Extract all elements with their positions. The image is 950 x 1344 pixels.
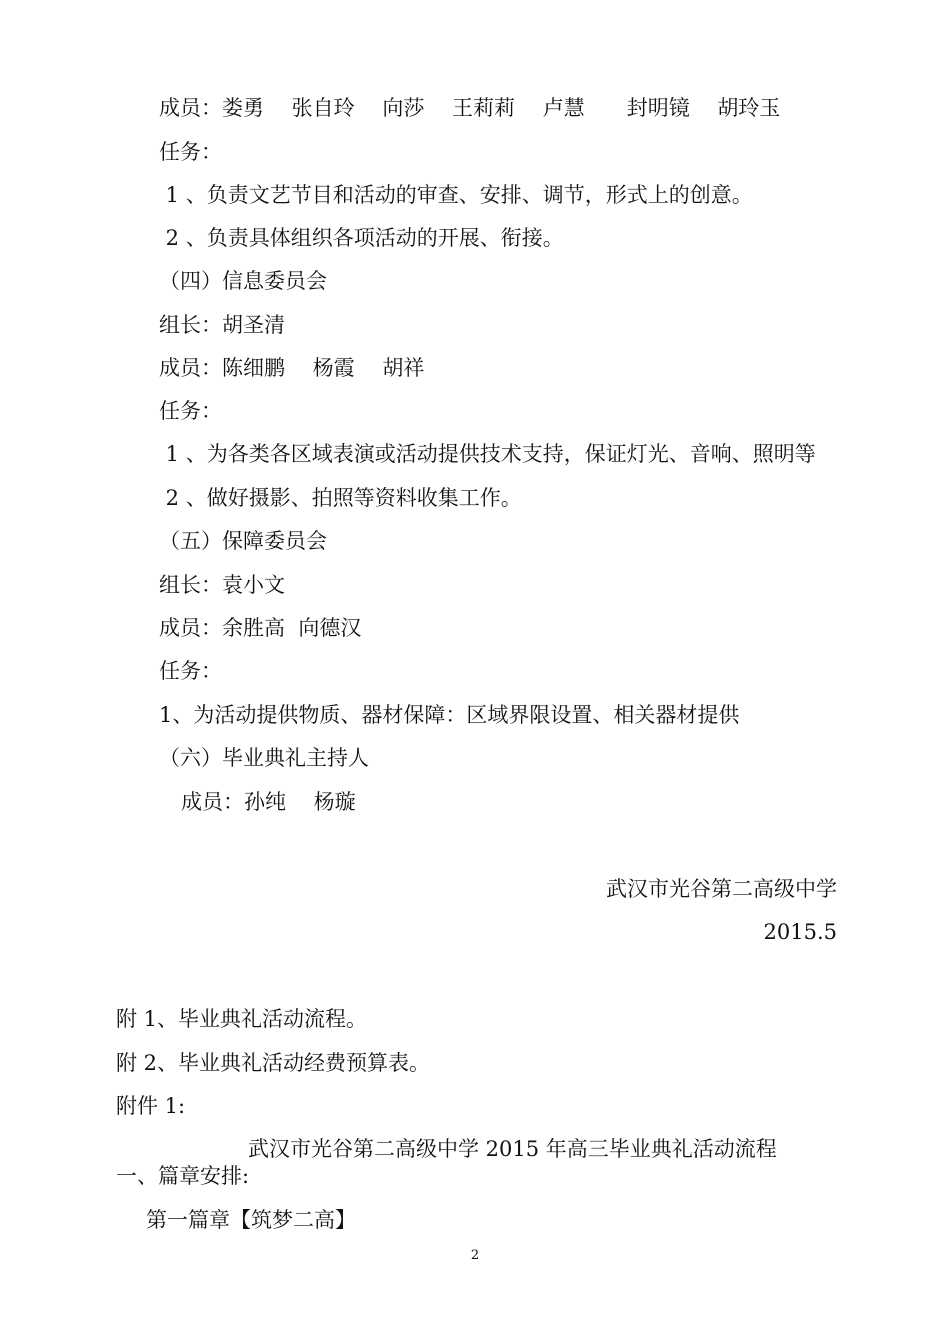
members-line: 成员：陈细鹏 杨霞 胡祥	[159, 356, 425, 380]
task-label: 任务：	[159, 140, 222, 164]
task-item: 1 、为各类各区域表演或活动提供技术支持，保证灯光、音响、照明等	[159, 442, 816, 466]
leader-line: 组长：胡圣清	[159, 313, 285, 337]
task-item: 2 、负责具体组织各项活动的开展、衔接。	[159, 226, 564, 250]
task-item: 1、为活动提供物质、器材保障：区域界限设置、相关器材提供	[159, 703, 740, 727]
signature-date: 2015.5	[763, 920, 837, 944]
attachment-item: 附 1、毕业典礼活动流程。	[116, 1007, 368, 1031]
section-heading-chapters: 一、篇章安排:	[116, 1164, 250, 1188]
task-label: 任务：	[159, 399, 222, 423]
page-number: 2	[470, 1248, 480, 1263]
task-item: 2 、做好摄影、拍照等资料收集工作。	[159, 486, 522, 510]
members-line: 成员：余胜高 向德汉	[159, 616, 362, 640]
chapter-item: 第一篇章【筑梦二高】	[146, 1208, 356, 1232]
attachment-label: 附件 1:	[116, 1094, 186, 1118]
section-heading-hosts: （六）毕业典礼主持人	[159, 746, 369, 770]
signature-organization: 武汉市光谷第二高级中学	[606, 877, 837, 901]
members-line: 成员：孙纯 杨璇	[181, 790, 356, 814]
task-item: 1 、负责文艺节目和活动的审查、安排、调节，形式上的创意。	[159, 183, 753, 207]
leader-line: 组长：袁小文	[159, 573, 285, 597]
section-heading-support-committee: （五）保障委员会	[159, 529, 327, 553]
attachment-item: 附 2、毕业典礼活动经费预算表。	[116, 1051, 431, 1075]
committee-members-line: 成员：娄勇 张自玲 向莎 王莉莉 卢慧 封明镜 胡玲玉	[159, 96, 781, 120]
flow-title: 武汉市光谷第二高级中学 2015 年高三毕业典礼活动流程	[248, 1137, 777, 1161]
section-heading-info-committee: （四）信息委员会	[159, 269, 327, 293]
task-label: 任务：	[159, 659, 222, 683]
